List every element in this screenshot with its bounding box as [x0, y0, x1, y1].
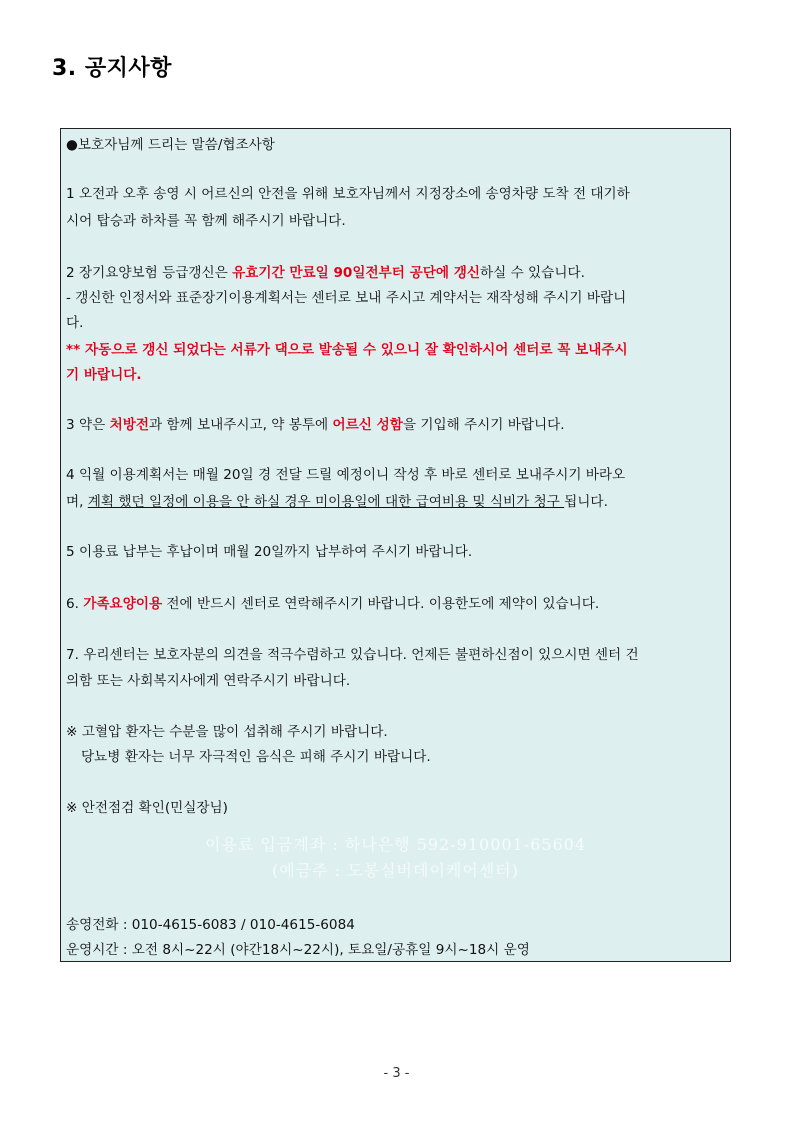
item-2-line-2: - 갱신한 인정서와 표준장기이용계획서는 센터로 보내 주시고 계약서는 재작성해 주시기 바랍니 — [66, 290, 627, 306]
item-4-line-2 — [66, 493, 608, 511]
item-6-pre: 6. — [66, 596, 84, 612]
item-5: 5 이용료 납부는 후납이며 매월 20일까지 납부하여 주시기 바랍니다. — [66, 544, 473, 560]
item-4-post: 됩니다. — [564, 494, 608, 510]
health-note-2: 당뇨병 환자는 너무 자극적인 음식은 피해 주시기 바랍니다. — [81, 749, 431, 765]
operating-hours: 운영시간 : 오전 8시~22시 (야간18시~22시), 토요일/공휴일 9시~18시 운영 — [66, 942, 530, 958]
item-2-post: 하실 수 있습니다. — [480, 265, 585, 281]
item-3 — [66, 416, 565, 434]
notice-box — [60, 128, 731, 962]
item-2-line-3: 다. — [66, 315, 84, 331]
item-6 — [66, 595, 599, 613]
item-1-line-2: 시어 탑승과 하차를 꼭 함께 해주시기 바랍니다. — [66, 213, 346, 229]
item-4-line-1: 4 익월 이용계획서는 매월 20일 경 전달 드릴 예정이니 작성 후 바로 센터로 보내주시기 바라오 — [66, 467, 626, 483]
page-number: - 3 - — [383, 1066, 410, 1081]
item-2-pre: 2 장기요양보험 등급갱신은 — [66, 265, 233, 281]
item-7-line-1: 7. 우리센터는 보호자분의 의견을 적극수렴하고 있습니다. 언제든 불편하신점이 있으시면 센터 건 — [66, 647, 639, 663]
watermark-holder: (예금주 : 도봉실버데이케어센터) — [272, 861, 519, 880]
item-3-c: 과 함께 보내주시고, 약 봉투에 — [148, 417, 333, 433]
item-4-underlined: 계획 했던 일정에 이용을 안 하실 경우 미이용일에 대한 급여비용 및 식비가 청구 — [87, 494, 565, 510]
item-6-highlight: 가족요양이용 — [83, 596, 163, 612]
item-3-name: 어르신 성함 — [332, 417, 403, 433]
item-3-prescription: 처방전 — [109, 417, 149, 433]
item-3-a: 3 약은 — [66, 417, 110, 433]
section-title: 3. 공지사항 — [52, 56, 172, 81]
health-note-1: ※ 고혈압 환자는 수분을 많이 섭취해 주시기 바랍니다. — [66, 724, 388, 740]
item-2-warning-2: 기 바랍니다. — [66, 367, 142, 383]
notice-header: ●보호자님께 드리는 말씀/협조사항 — [66, 137, 275, 153]
safety-check: ※ 안전점검 확인(민실장님) — [66, 800, 228, 816]
item-7-line-2: 의함 또는 사회복지사에게 연락주시기 바랍니다. — [66, 673, 351, 689]
contact-phone: 송영전화 : 010-4615-6083 / 010-4615-6084 — [66, 917, 355, 933]
item-1-line-1: 1 오전과 오후 송영 시 어르신의 안전을 위해 보호자님께서 지정장소에 송영차량 도착 전 대기하 — [66, 186, 630, 202]
item-4-pre: 며, — [66, 494, 88, 510]
item-6-post: 전에 반드시 센터로 연락해주시기 바랍니다. 이용한도에 제약이 있습니다. — [162, 596, 600, 612]
item-2-line-1 — [66, 264, 585, 282]
item-3-e: 을 기입해 주시기 바랍니다. — [402, 417, 565, 433]
item-2-warning-1: ** 자동으로 갱신 되었다는 서류가 댁으로 발송될 수 있으니 잘 확인하시어 센터로 꼭 보내주시 — [66, 342, 628, 358]
item-2-highlight: 유효기간 만료일 90일전부터 공단에 갱신 — [232, 265, 481, 281]
watermark-account: 이용료 입금계좌 : 하나은행 592-910001-65604 — [204, 835, 587, 854]
